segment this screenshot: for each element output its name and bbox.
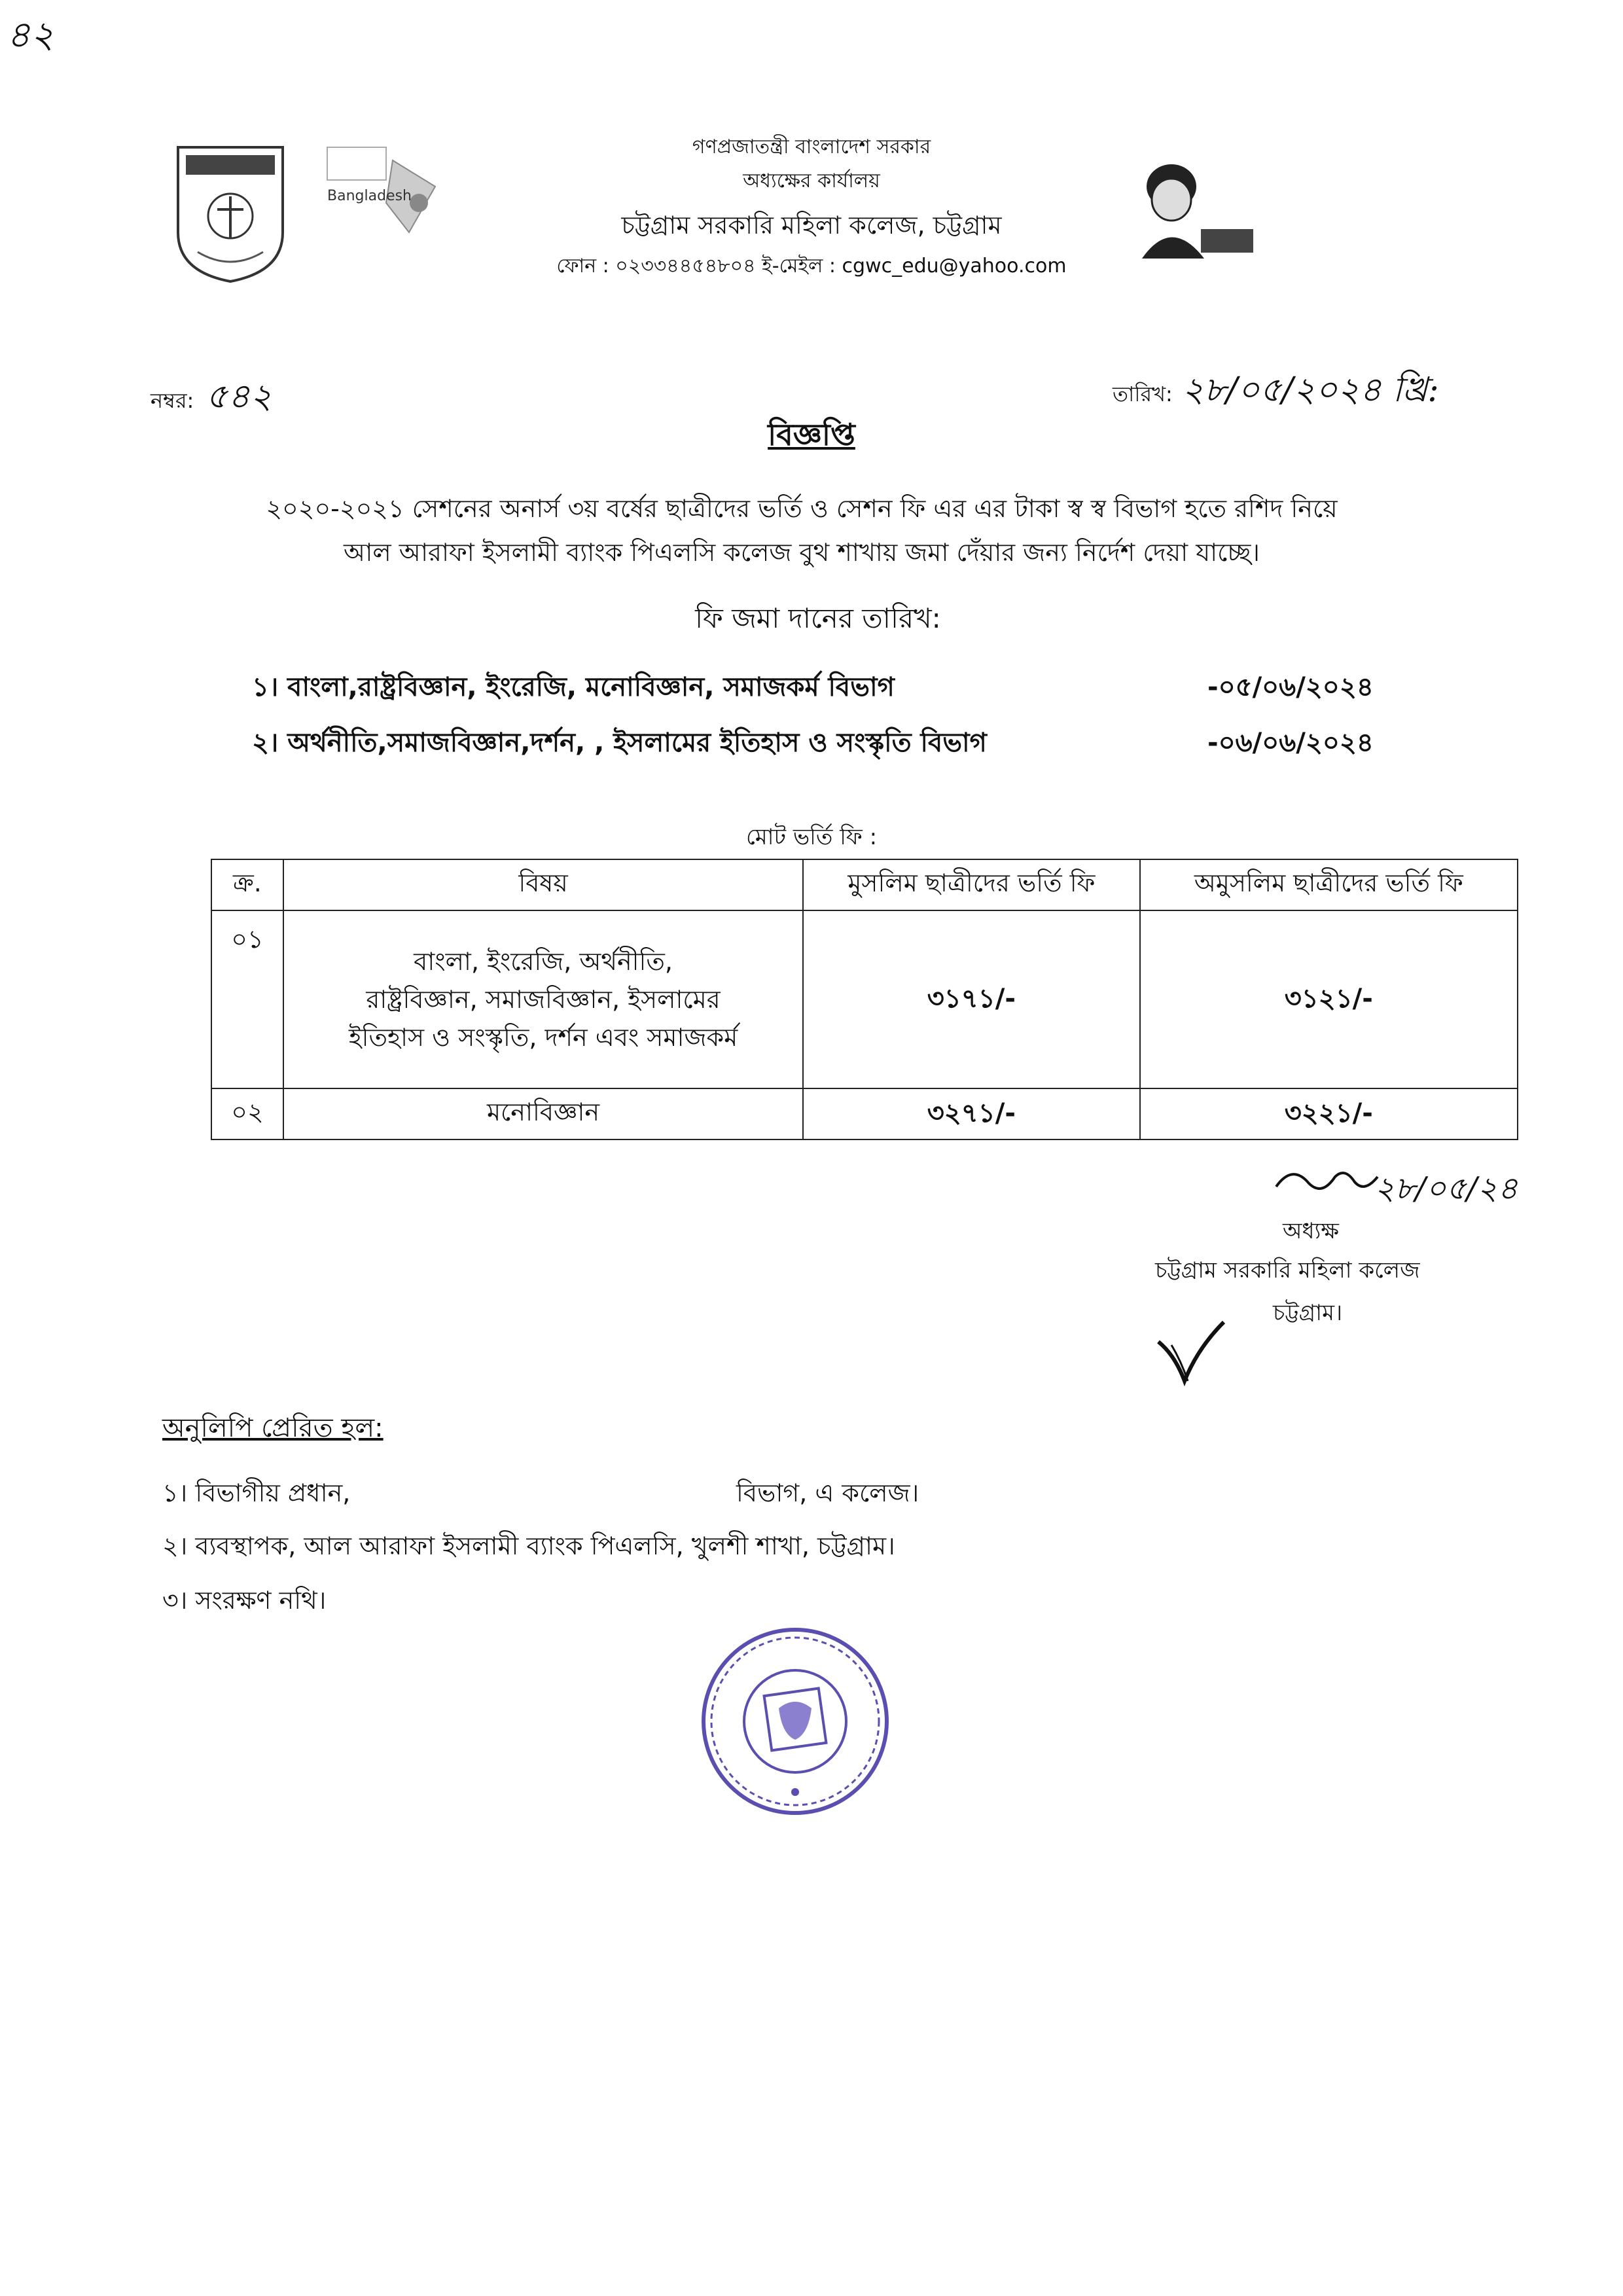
serial-cell: ০২ (211, 1088, 283, 1139)
college-seal-stamp (697, 1623, 893, 1820)
fee-dates-heading: ফি জমা দানের তারিখ: (695, 602, 941, 634)
notice-title: বিজ্ঞপ্তি (768, 417, 855, 452)
muslim-fee-cell: ৩২৭১/- (803, 1088, 1139, 1139)
government-emblem-logo (171, 141, 289, 285)
corner-handwritten-number: ৪২ (7, 14, 54, 56)
fee-date-departments: ২। অর্থনীতি,সমাজবিজ্ঞান,দর্শন, , ইসলামের ইতিহাস ও সংস্কৃতি বিভাগ (252, 728, 987, 758)
signatory-college: চট্টগ্রাম সরকারি মহিলা কলেজ (1155, 1257, 1420, 1283)
table-row (211, 1088, 1518, 1139)
fee-table-caption: মোট ভর্তি ফি : (745, 824, 878, 850)
copy-recipient-2: ২। ব্যবস্থাপক, আল আরাফা ইসলামী ব্যাংক পিএলসি, খুলশী শাখা, চট্টগ্রাম। (162, 1532, 895, 1560)
copy-recipient-3: ৩। সংরক্ষণ নথি। (162, 1586, 327, 1615)
signature-date: ২৮/০৫/২৪ (1374, 1170, 1518, 1207)
notice-body-line-1: ২০২০-২০২১ সেশনের অনার্স ৩য় বর্ষের ছাত্রীদের ভর্তি ও সেশন ফি এর এর টাকা স্ব স্ব বিভাগ হতে রশিদ নিয়ে (266, 494, 1338, 523)
memo-date-value: ২৮/০৫/২০২৪ খ্রি: (1181, 370, 1439, 410)
memo-date (1113, 363, 1439, 420)
header-college-name: চট্টগ্রাম সরকারি মহিলা কলেজ, চট্টগ্রাম (621, 211, 1002, 240)
column-header-muslim-fee: মুসলিম ছাত্রীদের ভর্তি ফি (803, 859, 1139, 910)
copy-recipient-1-department: বিভাগ, এ কলেজ। (736, 1479, 919, 1507)
column-header-non-muslim-fee: অমুসলিম ছাত্রীদের ভর্তি ফি (1140, 859, 1518, 910)
header-contact: ফোন : ০২৩৩৪৪৫৪৮০৪ ই-মেইল : cgwc_edu@yahoo.com (556, 255, 1067, 278)
fee-date-row (252, 722, 1430, 761)
fee-date-value: -০৬/০৬/২০২৪ (1207, 728, 1374, 758)
bangladesh-campaign-logo: Bangladesh (314, 141, 452, 245)
memo-date-label: তারিখ: (1113, 382, 1173, 406)
fee-date-departments: ১। বাংলা,রাষ্ট্রবিজ্ঞান, ইংরেজি, মনোবিজ্ঞান, সমাজকর্ম বিভাগ (252, 672, 895, 702)
muslim-fee-cell: ৩১৭১/- (803, 910, 1139, 1088)
subject-cell: বাংলা, ইংরেজি, অর্থনীতি, রাষ্ট্রবিজ্ঞান, সমাজবিজ্ঞান, ইসলামের ইতিহাস ও সংস্কৃতি, দর্শন এবং সমাজকর্ম (283, 910, 803, 1088)
header-government: গণপ্রজাতন্ত্রী বাংলাদেশ সরকার (692, 135, 931, 158)
admission-fee-table (211, 859, 1518, 1140)
non-muslim-fee-cell: ৩২২১/- (1140, 1088, 1518, 1139)
serial-cell: ০১ (211, 910, 283, 1088)
memo-number (151, 370, 272, 427)
checkmark-icon (1152, 1316, 1230, 1394)
signatory-title: অধ্যক্ষ (1283, 1218, 1339, 1244)
memo-number-label: নম্বর: (151, 388, 194, 413)
notice-body-line-2: আল আরাফা ইসলামী ব্যাংক পিএলসি কলেজ বুথ শাখায় জমা দেঁয়ার জন্য নির্দেশ দেয়া যাচ্ছে। (344, 538, 1260, 567)
non-muslim-fee-cell: ৩১২১/- (1140, 910, 1518, 1088)
memo-number-value: ৫৪২ (205, 377, 272, 416)
copy-recipient-1: ১। বিভাগীয় প্রধান, (162, 1479, 351, 1507)
table-row (211, 910, 1518, 1088)
column-header-subject: বিষয় (283, 859, 803, 910)
table-header-row (211, 859, 1518, 910)
fee-date-value: -০৫/০৬/২০২৪ (1207, 672, 1374, 702)
column-header-serial: ক্র. (211, 859, 283, 910)
fee-date-row (252, 666, 1430, 706)
header-office: অধ্যক্ষের কার্যালয় (743, 170, 880, 192)
signatory-city: চট্টগ্রাম। (1273, 1300, 1343, 1326)
copies-heading: অনুলিপি প্রেরিত হল: (162, 1413, 383, 1443)
subject-cell: মনোবিজ্ঞান (283, 1088, 803, 1139)
